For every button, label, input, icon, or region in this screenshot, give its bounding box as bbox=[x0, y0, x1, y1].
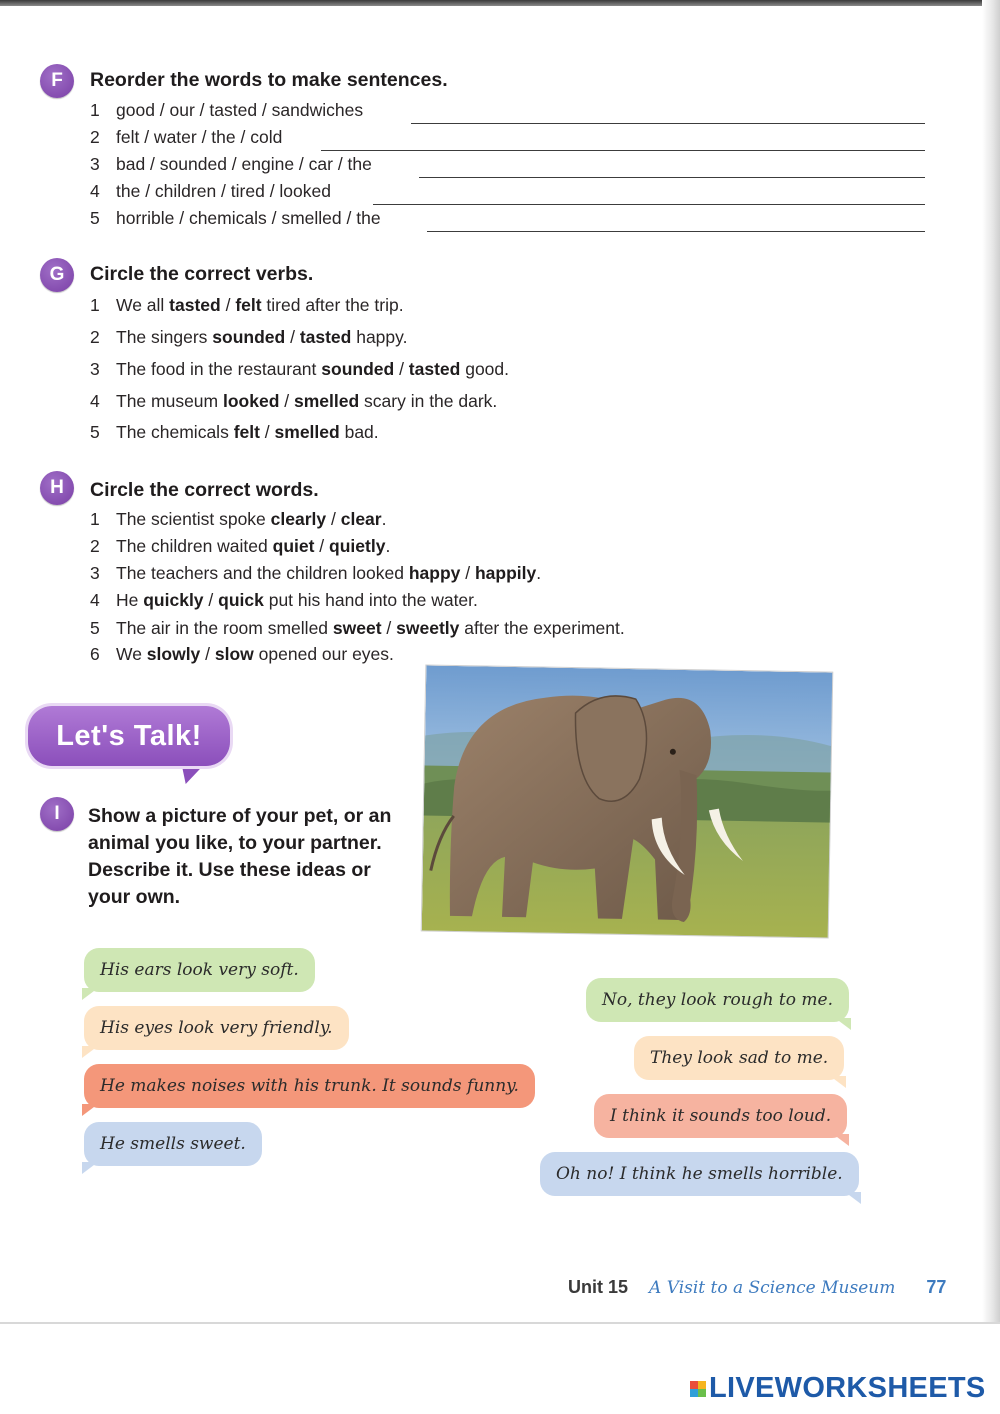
option-2[interactable]: slow bbox=[214, 644, 254, 664]
section-i-badge: I bbox=[40, 797, 74, 831]
option-1[interactable]: tasted bbox=[169, 295, 221, 315]
word-item: 5 The air in the room smelled sweet / sweetly after the experiment. bbox=[90, 618, 625, 638]
option-1[interactable]: sounded bbox=[212, 327, 286, 347]
speech-bubble: No, they look rough to me. bbox=[586, 978, 849, 1022]
option-2[interactable]: sweetly bbox=[396, 618, 460, 638]
section-h-badge: H bbox=[40, 471, 74, 505]
answer-line-1[interactable] bbox=[411, 123, 925, 124]
option-2[interactable]: tasted bbox=[408, 359, 461, 379]
verb-item: 5 The chemicals felt / smelled bad. bbox=[90, 422, 379, 442]
option-2[interactable]: quick bbox=[218, 590, 264, 610]
page-number: 77 bbox=[926, 1277, 947, 1297]
elephant-photo bbox=[421, 664, 834, 938]
option-1[interactable]: quickly bbox=[143, 590, 204, 610]
lets-talk-label: Let's Talk! bbox=[56, 719, 202, 752]
option-1[interactable]: sounded bbox=[321, 359, 395, 379]
speech-bubble: I think it sounds too loud. bbox=[594, 1094, 847, 1138]
page-right-edge bbox=[982, 0, 1000, 1330]
option-2[interactable]: tasted bbox=[299, 327, 352, 347]
speech-bubble: He makes noises with his trunk. It sounds funny. bbox=[84, 1064, 535, 1108]
page-top-edge bbox=[0, 0, 1000, 6]
speech-bubble: His ears look very soft. bbox=[84, 948, 315, 992]
section-g-badge: G bbox=[40, 258, 74, 292]
section-g bbox=[40, 258, 940, 448]
option-1[interactable]: quiet bbox=[272, 536, 315, 556]
option-2[interactable]: smelled bbox=[274, 422, 340, 442]
option-2[interactable]: smelled bbox=[293, 391, 360, 411]
answer-line-3[interactable] bbox=[419, 177, 925, 178]
speech-bubble: Oh no! I think he smells horrible. bbox=[540, 1152, 859, 1196]
footer-unit: Unit 15 bbox=[568, 1277, 629, 1297]
section-h bbox=[40, 471, 940, 671]
page-footer bbox=[568, 1277, 946, 1298]
watermark-text: LIVEWORKSHEETS bbox=[709, 1372, 986, 1404]
reorder-item: 5 horrible / chemicals / smelled / the bbox=[90, 208, 381, 228]
verb-item: 3 The food in the restaurant sounded / tasted good. bbox=[90, 359, 509, 379]
answer-line-4[interactable] bbox=[373, 204, 925, 205]
reorder-item: 3 bad / sounded / engine / car / the bbox=[90, 154, 372, 174]
reorder-item: 2 felt / water / the / cold bbox=[90, 127, 283, 147]
option-1[interactable]: clearly bbox=[270, 509, 327, 529]
option-1[interactable]: slowly bbox=[146, 644, 201, 664]
option-2[interactable]: clear bbox=[340, 509, 382, 529]
answer-line-2[interactable] bbox=[321, 150, 925, 151]
word-item: 4 He quickly / quick put his hand into the water. bbox=[90, 590, 478, 610]
speech-bubble: They look sad to me. bbox=[634, 1036, 844, 1080]
section-f bbox=[40, 64, 940, 234]
liveworksheets-logo-icon bbox=[690, 1381, 706, 1397]
option-1[interactable]: sweet bbox=[332, 618, 382, 638]
option-1[interactable]: looked bbox=[222, 391, 280, 411]
speech-bubble: He smells sweet. bbox=[84, 1122, 262, 1166]
word-item: 3 The teachers and the children looked happy / happily. bbox=[90, 563, 542, 583]
option-2[interactable]: felt bbox=[235, 295, 262, 315]
verb-item: 4 The museum looked / smelled scary in the dark. bbox=[90, 391, 498, 411]
section-f-instruction: Reorder the words to make sentences. bbox=[90, 69, 448, 91]
elephant-illustration bbox=[422, 665, 834, 938]
footer-title: A Visit to a Science Museum bbox=[649, 1278, 896, 1298]
word-item: 2 The children waited quiet / quietly. bbox=[90, 536, 391, 556]
reorder-item: 1 good / our / tasted / sandwiches bbox=[90, 100, 364, 120]
section-h-instruction: Circle the correct words. bbox=[90, 479, 319, 501]
verb-item: 2 The singers sounded / tasted happy. bbox=[90, 327, 408, 347]
liveworksheets-watermark bbox=[690, 1372, 986, 1405]
word-item: 1 The scientist spoke clearly / clear. bbox=[90, 509, 387, 529]
word-item: 6 We slowly / slow opened our eyes. bbox=[90, 644, 394, 664]
option-2[interactable]: happily bbox=[474, 563, 537, 583]
verb-item: 1 We all tasted / felt tired after the trip. bbox=[90, 295, 404, 315]
lets-talk-banner bbox=[28, 706, 230, 766]
section-f-badge: F bbox=[40, 64, 74, 98]
section-i-instruction: Show a picture of your pet, or an animal you like, to your partner. Describe it. Use these ideas or your own. bbox=[88, 805, 392, 908]
option-1[interactable]: felt bbox=[233, 422, 260, 442]
option-2[interactable]: quietly bbox=[329, 536, 386, 556]
option-1[interactable]: happy bbox=[408, 563, 461, 583]
reorder-item: 4 the / children / tired / looked bbox=[90, 181, 331, 201]
section-g-instruction: Circle the correct verbs. bbox=[90, 263, 314, 285]
speech-bubble: His eyes look very friendly. bbox=[84, 1006, 349, 1050]
answer-line-5[interactable] bbox=[427, 231, 925, 232]
